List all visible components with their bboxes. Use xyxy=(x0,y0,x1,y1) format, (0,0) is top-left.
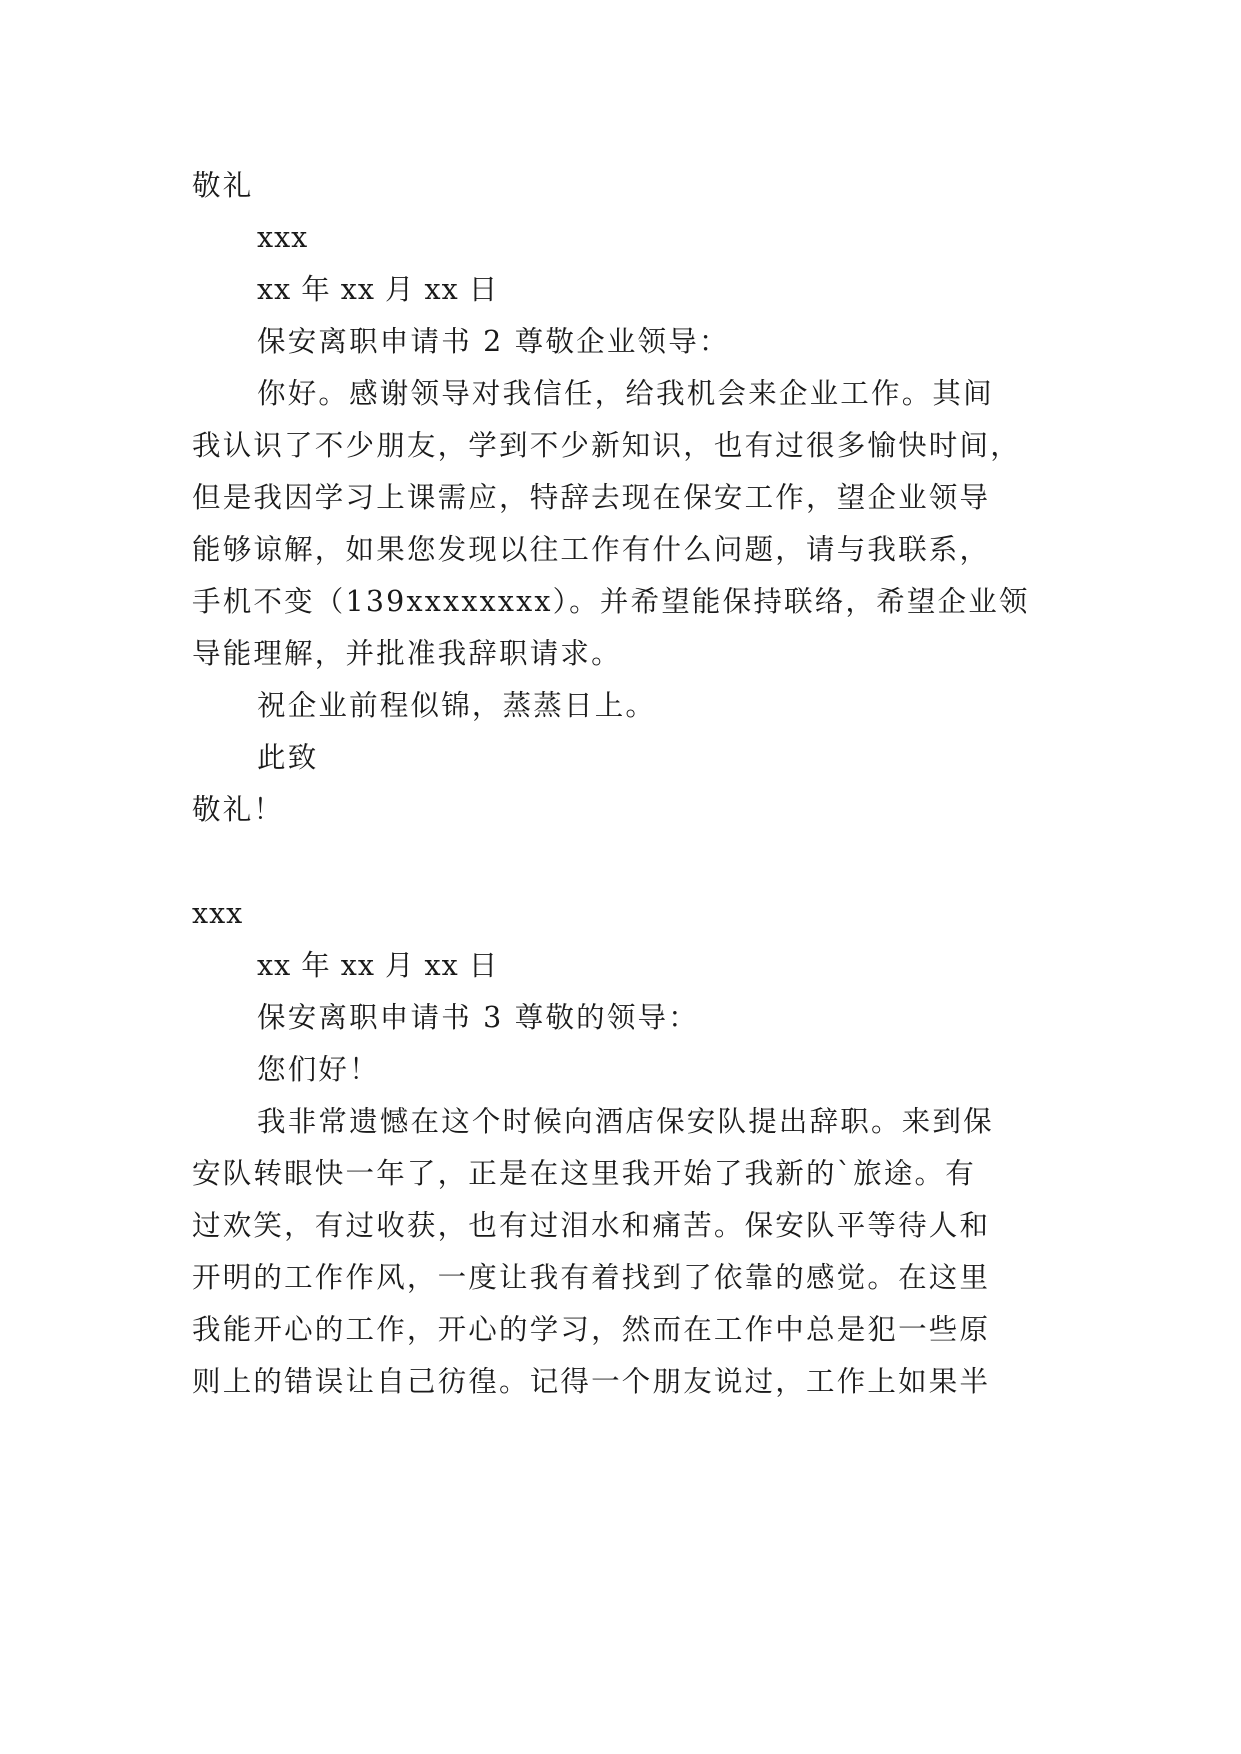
paragraph-line: 我认识了不少朋友，学到不少新知识，也有过很多愉快时间， xyxy=(192,429,1021,462)
signature-date: xx 年 xx 月 xx 日 xyxy=(257,273,499,306)
wishes-line: 祝企业前程似锦，蒸蒸日上。 xyxy=(257,689,657,722)
signature-date: xx 年 xx 月 xx 日 xyxy=(257,949,499,982)
closing-phrase: 此致 xyxy=(257,741,319,774)
paragraph-line: 过欢笑，有过收获，也有过泪水和痛苦。保安队平等待人和 xyxy=(192,1209,991,1242)
paragraph-line: 则上的错误让自己彷徨。记得一个朋友说过，工作上如果半 xyxy=(192,1365,991,1398)
paragraph-line: 手机不变（139xxxxxxxx）。并希望能保持联络，希望企业领 xyxy=(192,585,1030,618)
closing-salutation: 敬礼！ xyxy=(192,793,285,826)
paragraph-line: 但是我因学习上课需应，特辞去现在保安工作，望企业领导 xyxy=(192,481,991,514)
paragraph-line: 导能理解，并批准我辞职请求。 xyxy=(192,637,622,670)
paragraph-line: 我非常遗憾在这个时候向酒店保安队提出辞职。来到保 xyxy=(257,1105,994,1138)
paragraph-line: 开明的工作作风，一度让我有着找到了依靠的感觉。在这里 xyxy=(192,1261,991,1294)
paragraph-line: 安队转眼快一年了，正是在这里我开始了我新的`旅途。有 xyxy=(192,1157,976,1190)
greeting-line: 您们好！ xyxy=(257,1053,380,1086)
paragraph-line: 我能开心的工作，开心的学习，然而在工作中总是犯一些原 xyxy=(192,1313,991,1346)
signature-name: xxx xyxy=(257,221,309,254)
paragraph-line: 能够谅解，如果您发现以往工作有什么问题，请与我联系， xyxy=(192,533,991,566)
section-heading: 保安离职申请书 2 尊敬企业领导： xyxy=(257,325,730,358)
closing-salutation: 敬礼 xyxy=(192,169,254,202)
signature-name: xxx xyxy=(192,897,244,930)
paragraph-line: 你好。感谢领导对我信任，给我机会来企业工作。其间 xyxy=(257,377,994,410)
section-heading: 保安离职申请书 3 尊敬的领导： xyxy=(257,1001,699,1034)
